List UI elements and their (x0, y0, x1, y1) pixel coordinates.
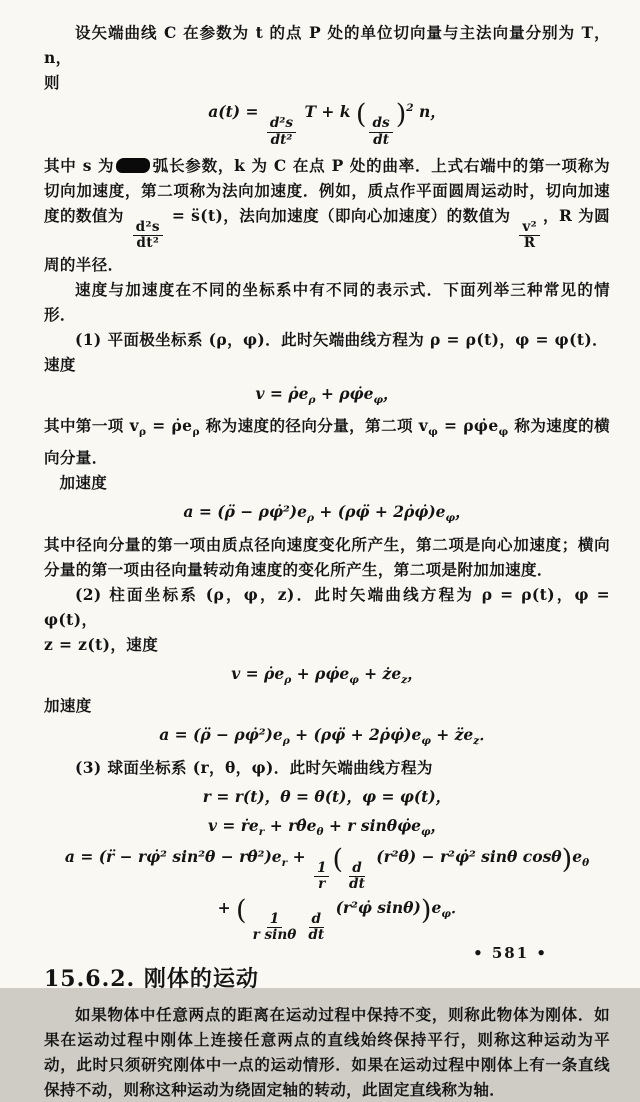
subscript: φ (420, 825, 431, 838)
bold-term-tangential-acceleration: 切向加速度 (44, 180, 125, 200)
subscript: φ (428, 426, 439, 439)
text-run: 加速度 (59, 473, 108, 493)
text-run: 其中第一项 v (44, 416, 139, 436)
text-run: 则 (44, 73, 60, 92)
text-run: ，此时只须研究刚体中一点的运动情形．如果在运动过程中刚体上有一条直线保持不动，则称这种运动为 (44, 1055, 610, 1100)
text-run: 其中径向分量的第一项由质点径向速度变化所产生，第二项是向心加速度；横向分量的第一项由径向量转动角速度的变化所产生，第二项是附加加速度． (44, 534, 610, 579)
heading-text: 15.6.2. 刚体的运动 (44, 966, 259, 993)
formula-velocity-cylindrical (44, 662, 610, 688)
subscript: φ (445, 512, 456, 525)
fraction-denominator: r (318, 876, 326, 893)
math-run: a(t) = (208, 102, 264, 122)
math-run: + (ρφ̈ + 2ρ̇φ̇)e (313, 502, 446, 522)
fraction (267, 116, 296, 148)
subscript: φ (421, 735, 431, 748)
fraction-numerator: ds (369, 116, 392, 132)
fraction-numerator: d²s (267, 116, 296, 132)
text-run: (1) 平面极坐标系 (ρ，φ)．此时矢端曲线方程为 ρ = ρ(t)，φ = φ(t)． (75, 329, 609, 349)
subscript: r (258, 825, 265, 838)
formula-spherical-curve-equations (44, 785, 610, 809)
subscript: ρ (138, 426, 147, 439)
math-run: + r sinθφ̇e (323, 815, 421, 835)
text-run: 其中 s 为 (44, 155, 115, 175)
text-run: 加速度 (44, 696, 92, 716)
subscript: ρ (282, 735, 290, 748)
text-run: 弧长参数，k 为 C 在点 P 处的曲率．上式右端中的第一项称为 (152, 155, 610, 175)
fraction-denominator: r sinθ (252, 927, 297, 944)
text-run: ，此固定直线称为轴． (346, 1080, 506, 1100)
math-run: e (572, 846, 583, 866)
right-paren: ) (561, 843, 573, 875)
fraction-numerator: d (309, 912, 325, 928)
math-run: ， (407, 663, 423, 683)
fraction-numerator: 1 (314, 861, 329, 877)
math-run: v = ṙe (207, 815, 259, 835)
math-run: + (217, 897, 237, 917)
math-run: (r²φ̇ sinθ) (330, 897, 421, 917)
para-spherical-coordinates (44, 755, 610, 780)
subscript: θ (582, 857, 590, 870)
formula-line-2 (74, 896, 610, 944)
fraction (305, 912, 327, 944)
para-acceleration-components (44, 532, 610, 582)
fraction-numerator: 1 (267, 912, 282, 928)
subscript: φ (441, 907, 451, 920)
right-paren: ) (395, 99, 407, 131)
math-run: e (431, 897, 442, 917)
text-run: = s̈(t)，法向加速度（即向心加速度）的数值为 (166, 205, 517, 225)
right-paren: ) (420, 894, 432, 926)
fraction-denominator: R (523, 235, 536, 252)
math-run: + ρφ̇e (291, 663, 350, 683)
fraction-numerator: d (349, 861, 365, 877)
para-acceleration-label-1 (44, 470, 610, 495)
math-run: + rθ̇e (264, 815, 317, 835)
math-run: + z̈e (430, 725, 474, 745)
para-coordinate-systems-intro (44, 277, 610, 327)
para-velocity-components (44, 413, 610, 470)
subscript: ρ (306, 512, 314, 525)
fraction-denominator: dt² (270, 131, 293, 148)
subscript: φ (349, 673, 359, 686)
math-run: T + k (299, 102, 356, 122)
formula-velocity-polar (44, 382, 610, 408)
subscript: ρ (308, 393, 316, 406)
formula-velocity-spherical (44, 814, 610, 840)
math-run: a = (r̈ − rφ̇² sin²θ − rθ̇²)e (64, 846, 282, 866)
fraction (133, 220, 163, 252)
text-run: = ρ̇e (146, 416, 193, 436)
fraction (250, 912, 300, 944)
left-paren: ( (355, 99, 367, 131)
text-run: z = z(t)，速度 (44, 634, 159, 654)
math-run: ． (450, 897, 467, 917)
fraction (314, 861, 329, 893)
subscript: φ (373, 393, 383, 406)
subscript: θ (316, 825, 324, 838)
text-run: = ρφ̇e (438, 416, 499, 436)
left-paren: ( (332, 843, 344, 875)
math-run: ， (430, 815, 447, 835)
para-rigid-body-definition (44, 1002, 610, 1102)
math-run: ， (455, 502, 471, 522)
text-run: 设矢端曲线 C 在参数为 t 的点 P 处的单位切向量与主法向量分别为 T，n， (44, 23, 610, 67)
text-run: (2) 柱面坐标系 (ρ，φ，z)．此时矢端曲线方程为 ρ = ρ(t)，φ = φ(t)， (44, 584, 610, 629)
math-run: n， (413, 102, 446, 122)
bold-term-normal-acceleration: 法向加速度 (221, 180, 303, 200)
text-run: 如果物体中任意两点的距离在运动过程中保持不变，则称此物体为 (75, 1005, 546, 1025)
fraction-denominator: dt (373, 131, 389, 148)
math-run: a = (ρ̈ − ρφ̇²)e (159, 725, 283, 745)
fraction (369, 116, 392, 148)
formula-acceleration-spherical (44, 845, 610, 944)
math-run: (r²θ̇) − r²φ̇² sinθ cosθ (370, 846, 562, 866)
para-cylindrical-coordinates (44, 582, 610, 657)
text-run: ，R 为圆周的半径． (44, 205, 610, 274)
math-run: + ρφ̇e (315, 383, 374, 403)
text-run: ．如果在运动过程中刚体上连接任意两点的直线始终保持平行，则称这种运动为 (44, 1005, 610, 1050)
fraction-numerator: d²s (133, 220, 163, 236)
fraction-numerator: v² (519, 220, 540, 236)
para-polar-coordinates (44, 327, 610, 377)
ink-smudge (116, 158, 150, 173)
bold-term-rigid-body: 刚体 (545, 1005, 578, 1025)
left-paren: ( (236, 894, 247, 926)
fraction (346, 861, 368, 893)
exponent: 2 (406, 102, 414, 114)
math-run: + że (358, 663, 402, 683)
subscript: ρ (284, 673, 292, 686)
subscript: ρ (192, 426, 200, 439)
math-run: ． (479, 725, 495, 745)
formula-acceleration-polar (44, 500, 610, 526)
text-run: 速度与加速度在不同的坐标系中有不同的表示式．下面列举三种常见的情形． (44, 279, 610, 324)
text-run: ，第二项称为 (124, 180, 222, 200)
para-curvature-explanation (44, 153, 610, 277)
fraction-denominator: dt (308, 927, 325, 944)
para-acceleration-label-2 (44, 693, 610, 718)
bold-term-rotation-about-fixed-axis: 绕固定轴的转动 (234, 1080, 347, 1100)
math-run: v = ρ̇e (255, 383, 309, 403)
math-run: + (ρφ̈ + 2ρ̇φ̇)e (289, 725, 422, 745)
math-run: a = (ρ̈ − ρφ̇²)e (183, 502, 307, 522)
text-run: 称为速度的径向分量，第二项 v (199, 416, 429, 436)
text-run: (3) 球面坐标系 (r，θ，φ)．此时矢端曲线方程为 (75, 757, 433, 777)
subscript: z (401, 673, 408, 686)
math-run: + (287, 846, 311, 866)
fraction-denominator: dt (349, 876, 365, 893)
math-run: v = ρ̇e (231, 663, 285, 683)
fraction-denominator: dt² (136, 235, 160, 252)
subscript: φ (498, 426, 509, 439)
page-number: • 581 • (473, 944, 548, 962)
subscript: r (281, 857, 288, 870)
text-run: 速度 (44, 354, 76, 374)
subscript: z (473, 735, 480, 748)
math-run: ， (382, 383, 399, 403)
section-heading-rigid-body-motion (44, 967, 610, 992)
formula-acceleration-frenet (44, 100, 610, 148)
math-run: r = r(t)，θ = θ(t)，φ = φ(t)， (202, 786, 452, 806)
text-run: ．例如，质点作平面圆周运动时，切向加速度的数值为 (44, 180, 610, 225)
formula-line-1 (44, 845, 610, 893)
formula-acceleration-cylindrical (44, 723, 610, 749)
para-tangent-normal-intro (44, 20, 610, 95)
fraction (519, 220, 540, 252)
text-run: 称为速度的横向分量． (44, 416, 611, 468)
bold-term-translation: 平动 (44, 1030, 610, 1075)
